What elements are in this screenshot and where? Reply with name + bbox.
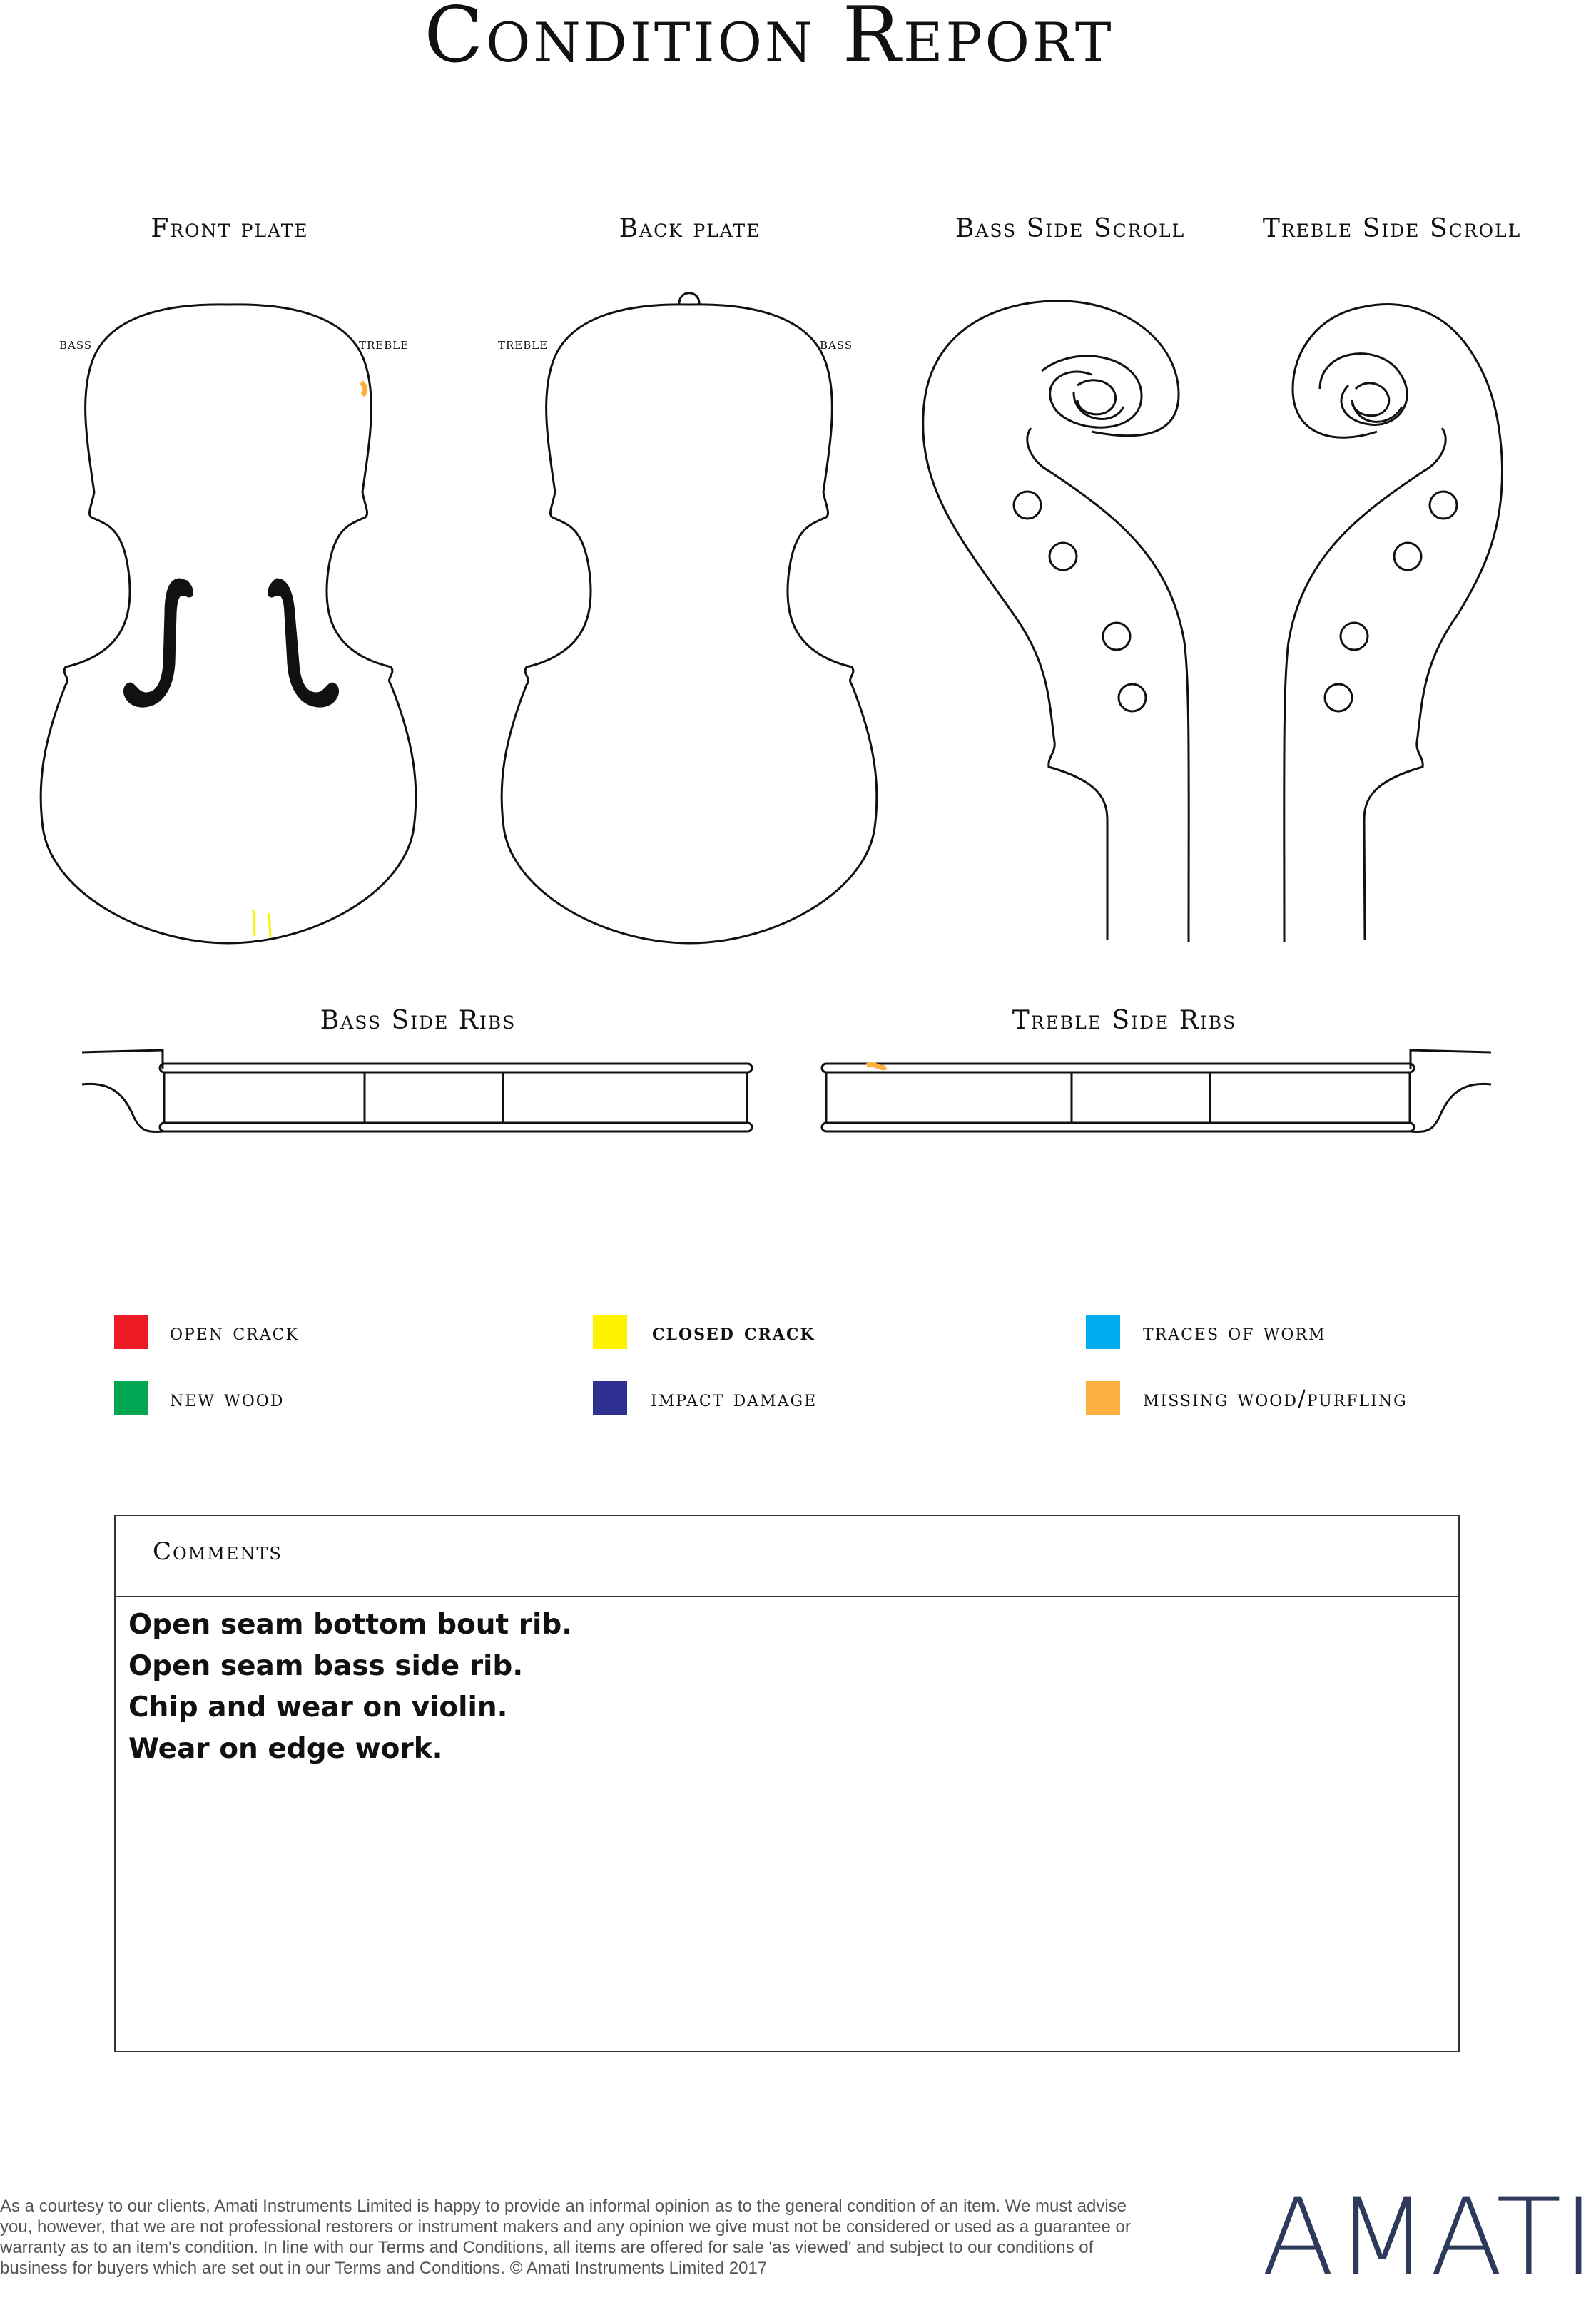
f-holes bbox=[124, 579, 337, 706]
legend-new-wood: new wood bbox=[170, 1385, 285, 1412]
legend-swatch-traces-of-worm bbox=[1086, 1315, 1120, 1349]
footer-disclaimer: As a courtesy to our clients, Amati Instruments Limited is happy to provide an informal opinion as to the general condition of an item. We must advise you, however, that we are not professional restorers or instrument makers and any opinion we give must not be considered or used as a guarantee or warranty as to an item's condition. In line with our Terms and Conditions, all items are offered for sale 'as viewed' and subject to our conditions of business for buyers which are set out in our Terms and Conditions. © Amati Instruments Limited 2017 bbox=[0, 2197, 1131, 2278]
bass-scroll-outline bbox=[923, 301, 1189, 942]
bass-ribs-outline bbox=[82, 1050, 752, 1132]
comments-list bbox=[128, 1604, 572, 1770]
f-hole-bass bbox=[124, 579, 192, 706]
instrument-diagrams bbox=[0, 0, 1538, 1156]
legend-closed-crack: closed crack bbox=[652, 1318, 815, 1345]
legend-swatch-closed-crack bbox=[593, 1315, 627, 1349]
treble-ribs-outline bbox=[822, 1050, 1491, 1132]
legend-missing-wood: missing wood/purfling bbox=[1143, 1385, 1408, 1412]
comment-line: Wear on edge work. bbox=[128, 1733, 443, 1765]
back-treble-label: treble bbox=[498, 335, 549, 353]
front-plate-outline bbox=[41, 305, 416, 943]
bass-scroll-label: Bass Side Scroll bbox=[955, 214, 1186, 243]
legend-traces-of-worm: traces of worm bbox=[1143, 1318, 1326, 1345]
mark-treble-ribs bbox=[867, 1064, 886, 1068]
legend-swatch-impact-damage bbox=[593, 1381, 627, 1415]
comment-line: Chip and wear on violin. bbox=[128, 1691, 508, 1724]
back-plate-outline bbox=[502, 305, 877, 943]
front-plate-label: Front plate bbox=[151, 214, 309, 243]
legend-swatch-missing-wood bbox=[1086, 1381, 1120, 1415]
back-bass-label: bass bbox=[820, 335, 853, 353]
mark-front-bottom-crack-1 bbox=[253, 910, 255, 936]
comments-header bbox=[116, 1516, 1458, 1597]
bass-ribs-label: Bass Side Ribs bbox=[320, 1006, 517, 1035]
legend-impact-damage: impact damage bbox=[651, 1385, 818, 1412]
amati-logo: AMATI bbox=[1261, 2176, 1596, 2300]
legend-swatch-new-wood bbox=[114, 1381, 148, 1415]
front-bass-label: bass bbox=[59, 335, 93, 353]
treble-ribs-label: Treble Side Ribs bbox=[1012, 1006, 1237, 1035]
legend-swatch-open-crack bbox=[114, 1315, 148, 1349]
mark-front-bottom-crack-2 bbox=[269, 913, 270, 937]
treble-scroll-label: Treble Side Scroll bbox=[1262, 214, 1522, 243]
treble-scroll-outline bbox=[1284, 305, 1503, 942]
comments-box bbox=[114, 1515, 1460, 2052]
front-treble-label: treble bbox=[359, 335, 410, 353]
comments-title: Comments bbox=[153, 1537, 283, 1566]
back-plate-label: Back plate bbox=[619, 214, 761, 243]
page-title: Condition Report bbox=[424, 0, 1114, 80]
comment-line: Open seam bass side rib. bbox=[128, 1650, 524, 1682]
legend-open-crack: open crack bbox=[170, 1318, 299, 1345]
mark-front-treble-upper bbox=[361, 382, 365, 395]
comment-line: Open seam bottom bout rib. bbox=[128, 1609, 573, 1641]
damage-marks bbox=[253, 382, 886, 1068]
